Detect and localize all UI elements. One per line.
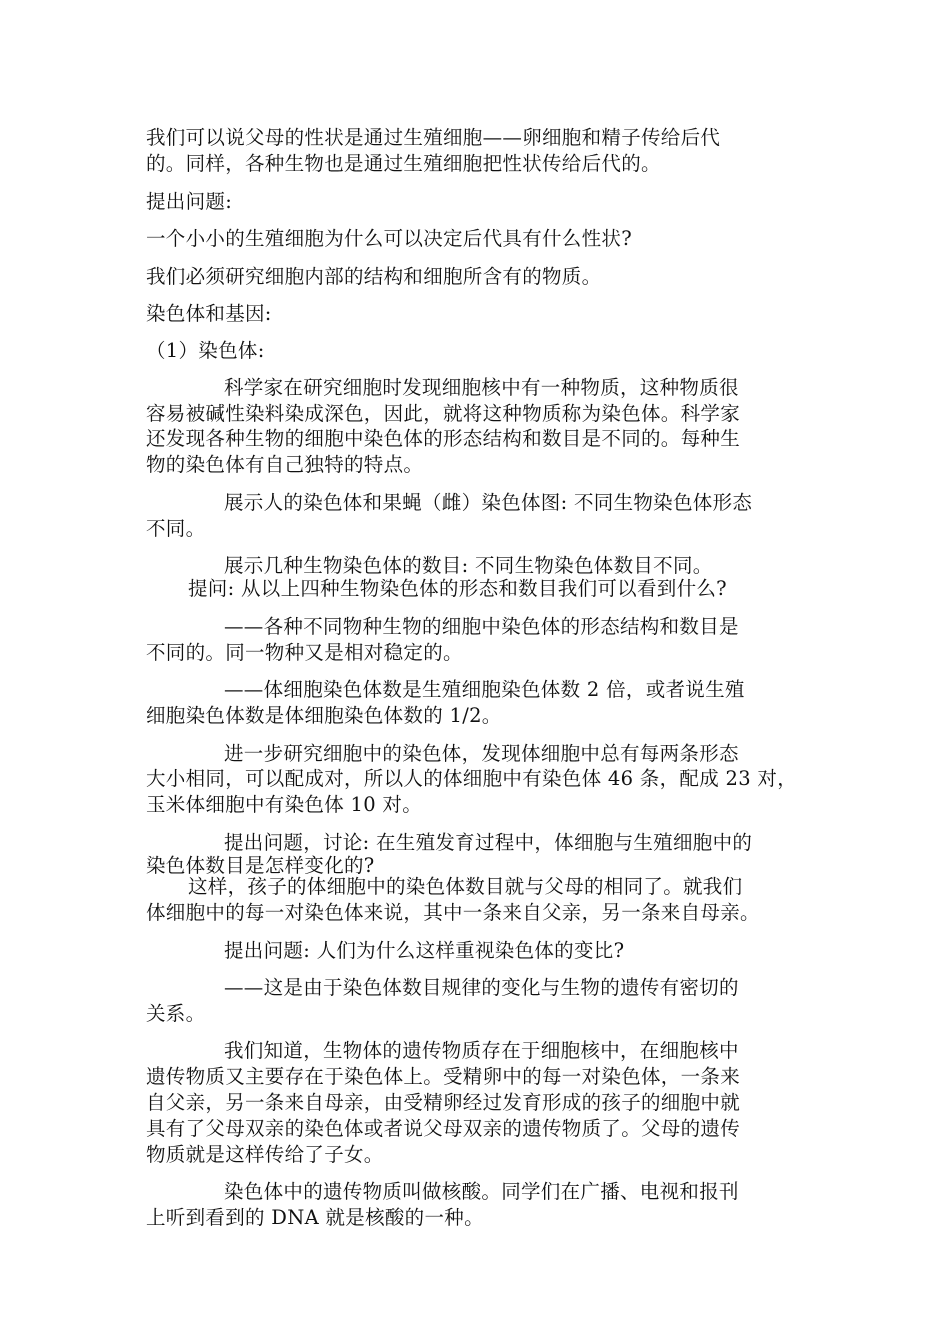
text-line: 提出问题:: [146, 190, 233, 213]
text-line: ——各种不同物种生物的细胞中染色体的形态结构和数目是: [224, 615, 739, 638]
text-line: 提问: 从以上四种生物染色体的形态和数目我们可以看到什么?: [188, 577, 727, 600]
text-line: （1）染色体:: [146, 339, 265, 362]
text-line: 玉米体细胞中有染色体 10 对。: [146, 793, 423, 816]
text-line: 染色体和基因:: [146, 302, 272, 325]
text-line: 一个小小的生殖细胞为什么可以决定后代具有什么性状?: [146, 227, 632, 250]
text-line: 容易被碱性染料染成深色，因此，就将这种物质称为染色体。科学家: [146, 402, 741, 425]
text-line: 提出问题: 人们为什么这样重视染色体的变比?: [224, 939, 625, 962]
text-line: 关系。: [146, 1002, 206, 1025]
text-line: 展示人的染色体和果蝇（雌）染色体图: 不同生物染色体形态: [224, 491, 753, 514]
text-line: 进一步研究细胞中的染色体，发现体细胞中总有每两条形态: [224, 742, 739, 765]
text-line: 不同的。同一物种又是相对稳定的。: [146, 641, 463, 664]
text-line: 这样，孩子的体细胞中的染色体数目就与父母的相同了。就我们: [188, 875, 743, 898]
text-line: 提出问题，讨论: 在生殖发育过程中，体细胞与生殖细胞中的: [224, 831, 753, 854]
text-line: ——这是由于染色体数目规律的变化与生物的遗传有密切的: [224, 976, 739, 999]
text-line: 的。同样，各种生物也是通过生殖细胞把性状传给后代的。: [146, 152, 661, 175]
text-line: 还发现各种生物的细胞中染色体的形态结构和数目是不同的。每种生: [146, 427, 741, 450]
text-line: 我们知道，生物体的遗传物质存在于细胞核中，在细胞核中: [224, 1039, 739, 1062]
text-line: 展示几种生物染色体的数目: 不同生物染色体数目不同。: [224, 554, 713, 577]
text-line: 自父亲，另一条来自母亲，由受精卵经过发育形成的孩子的细胞中就: [146, 1091, 741, 1114]
text-line: 细胞染色体数是体细胞染色体数的 1/2。: [146, 704, 502, 727]
text-line: 大小相同，可以配成对，所以人的体细胞中有染色体 46 条，配成 23 对，: [146, 767, 798, 790]
text-line: 染色体中的遗传物质叫做核酸。同学们在广播、电视和报刊: [224, 1180, 739, 1203]
text-line: 科学家在研究细胞时发现细胞核中有一种物质，这种物质很: [224, 376, 739, 399]
text-line: 具有了父母双亲的染色体或者说父母双亲的遗传物质了。父母的遗传: [146, 1117, 741, 1140]
text-line: 上听到看到的 DNA 就是核酸的一种。: [146, 1206, 484, 1229]
text-line: ——体细胞染色体数是生殖细胞染色体数 2 倍，或者说生殖: [224, 678, 745, 701]
text-line: 体细胞中的每一对染色体来说，其中一条来自父亲，另一条来自母亲。: [146, 901, 760, 924]
text-line: 物质就是这样传给了子女。: [146, 1143, 384, 1166]
text-line: 物的染色体有自己独特的特点。: [146, 453, 424, 476]
text-line: 染色体数目是怎样变化的?: [146, 854, 375, 877]
text-line: 不同。: [146, 517, 206, 540]
text-line: 遗传物质又主要存在于染色体上。受精卵中的每一对染色体，一条来: [146, 1065, 741, 1088]
text-line: 我们可以说父母的性状是通过生殖细胞——卵细胞和精子传给后代: [146, 126, 721, 149]
text-line: 我们必须研究细胞内部的结构和细胞所含有的物质。: [146, 265, 602, 288]
